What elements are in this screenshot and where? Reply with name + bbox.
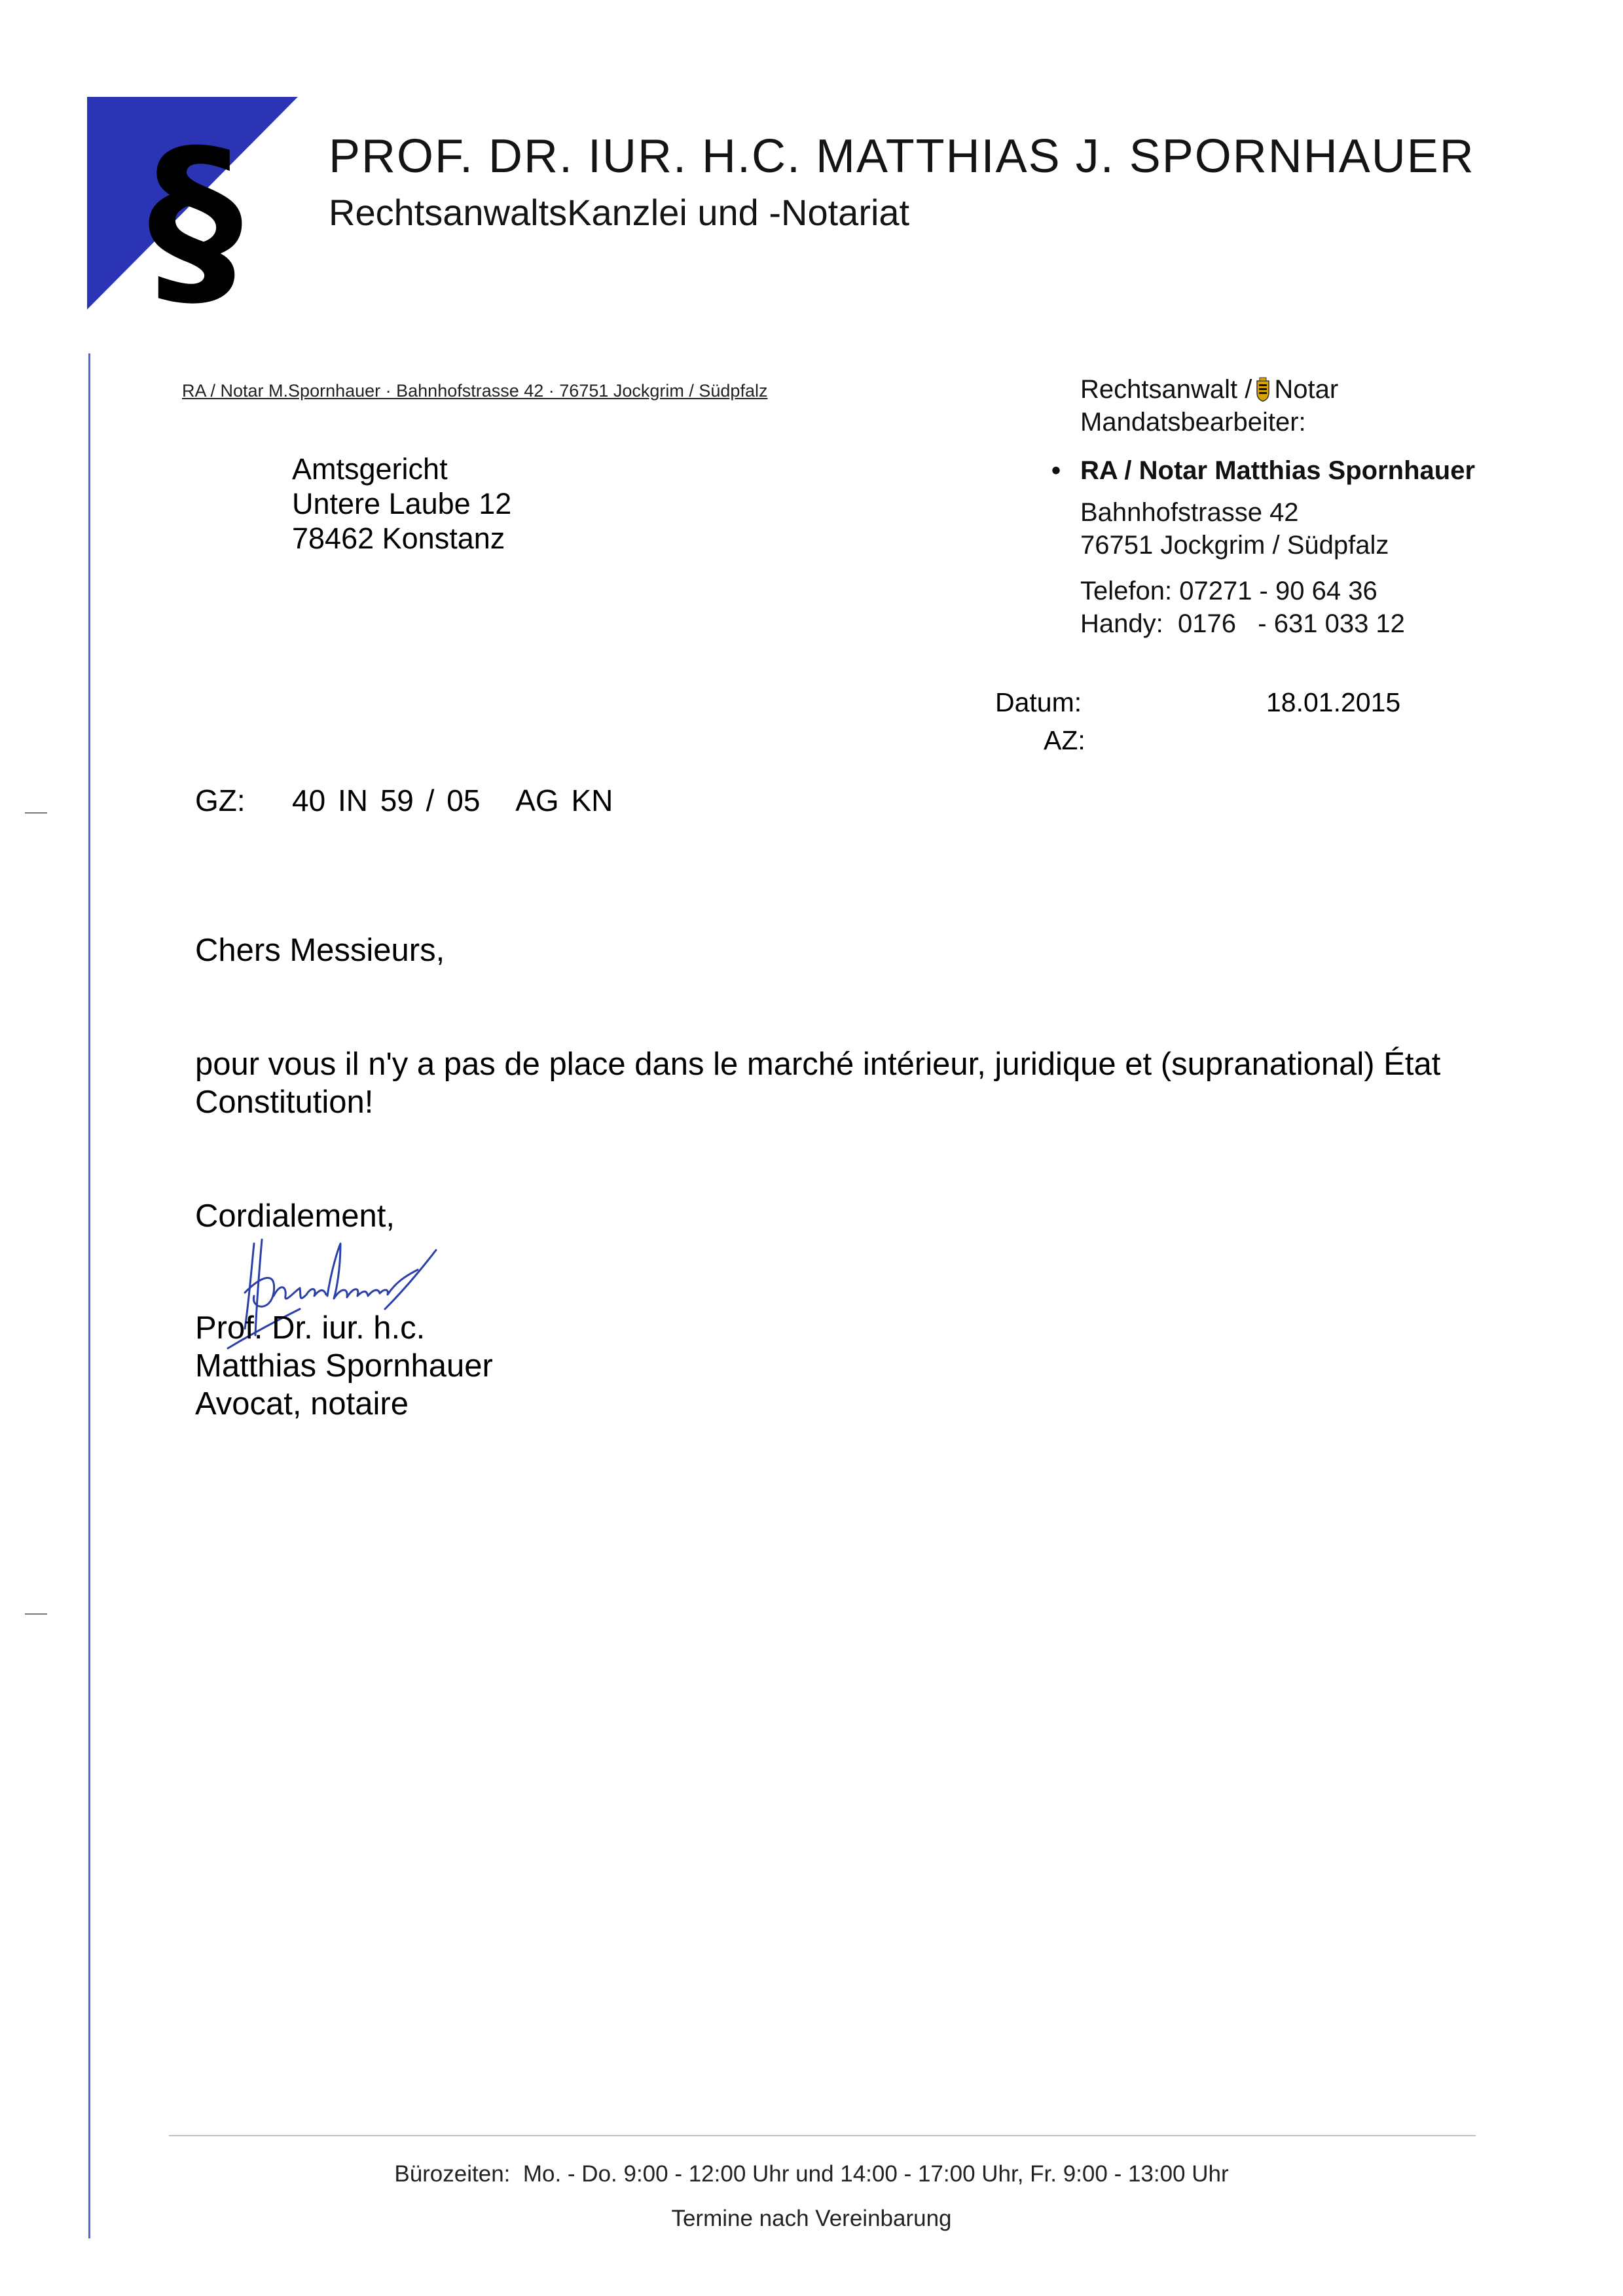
punch-mark (25, 1613, 47, 1615)
signer-role: Avocat, notaire (195, 1386, 409, 1422)
recipient-line: 78462 Konstanz (292, 522, 505, 555)
appointment-note: Termine nach Vereinbarung (671, 2206, 952, 2231)
signer-name: Matthias Spornhauer (195, 1348, 493, 1384)
sender-return-line: RA / Notar M.Spornhauer · Bahnhofstrasse 42 · 76751 Jockgrim / Südpfalz (182, 381, 768, 401)
firm-name: PROF. DR. IUR. H.C. MATTHIAS J. SPORNHAUER (329, 130, 1475, 183)
handler-label: Mandatsbearbeiter: (1080, 408, 1306, 437)
recipient-line: Untere Laube 12 (292, 487, 512, 520)
role-left: Rechtsanwalt / (1080, 375, 1252, 404)
section-sign-logo (87, 97, 298, 310)
contact-name-text: RA / Notar Matthias Spornhauer (1080, 456, 1476, 485)
closing: Cordialement, (195, 1198, 395, 1234)
contact-name (1051, 454, 1476, 487)
sender-info (1051, 373, 1476, 640)
firm-subtitle: RechtsanwaltsKanzlei und -Notariat (329, 192, 910, 233)
mobile-number: Handy: 0176 - 631 033 12 (1080, 609, 1405, 638)
svg-text:§: § (147, 110, 243, 310)
sender-city: 76751 Jockgrim / Südpfalz (1080, 531, 1389, 560)
margin-line (88, 353, 90, 2238)
fold-mark (25, 812, 47, 814)
footer-divider (169, 2135, 1476, 2136)
date-value: 18.01.2015 (1266, 687, 1401, 717)
recipient-address (292, 452, 511, 556)
coat-of-arms-icon (1256, 377, 1270, 402)
recipient-line: Amtsgericht (292, 452, 448, 486)
bullet: • (1051, 456, 1061, 485)
reference-label: GZ: (195, 783, 246, 817)
date-label: Datum: (995, 687, 1082, 717)
reference-value: 40 IN 59 / 05 AG KN (292, 783, 613, 817)
letter-body: pour vous il n'y a pas de place dans le marché intérieur, juridique et (supranational) État Constitution! (195, 1047, 1441, 1120)
salutation: Chers Messieurs, (195, 933, 445, 968)
office-hours: Bürozeiten: Mo. - Do. 9:00 - 12:00 Uhr und 14:00 - 17:00 Uhr, Fr. 9:00 - 13:00 Uhr (394, 2161, 1229, 2187)
role-line (1080, 373, 1475, 406)
signer-title: Prof. Dr. iur. h.c. (195, 1310, 426, 1346)
phone-number: Telefon: 07271 - 90 64 36 (1080, 577, 1377, 605)
sender-street: Bahnhofstrasse 42 (1080, 498, 1299, 527)
role-right: Notar (1274, 375, 1339, 404)
signature-block (195, 1309, 493, 1423)
az-label: AZ: (1044, 725, 1085, 755)
